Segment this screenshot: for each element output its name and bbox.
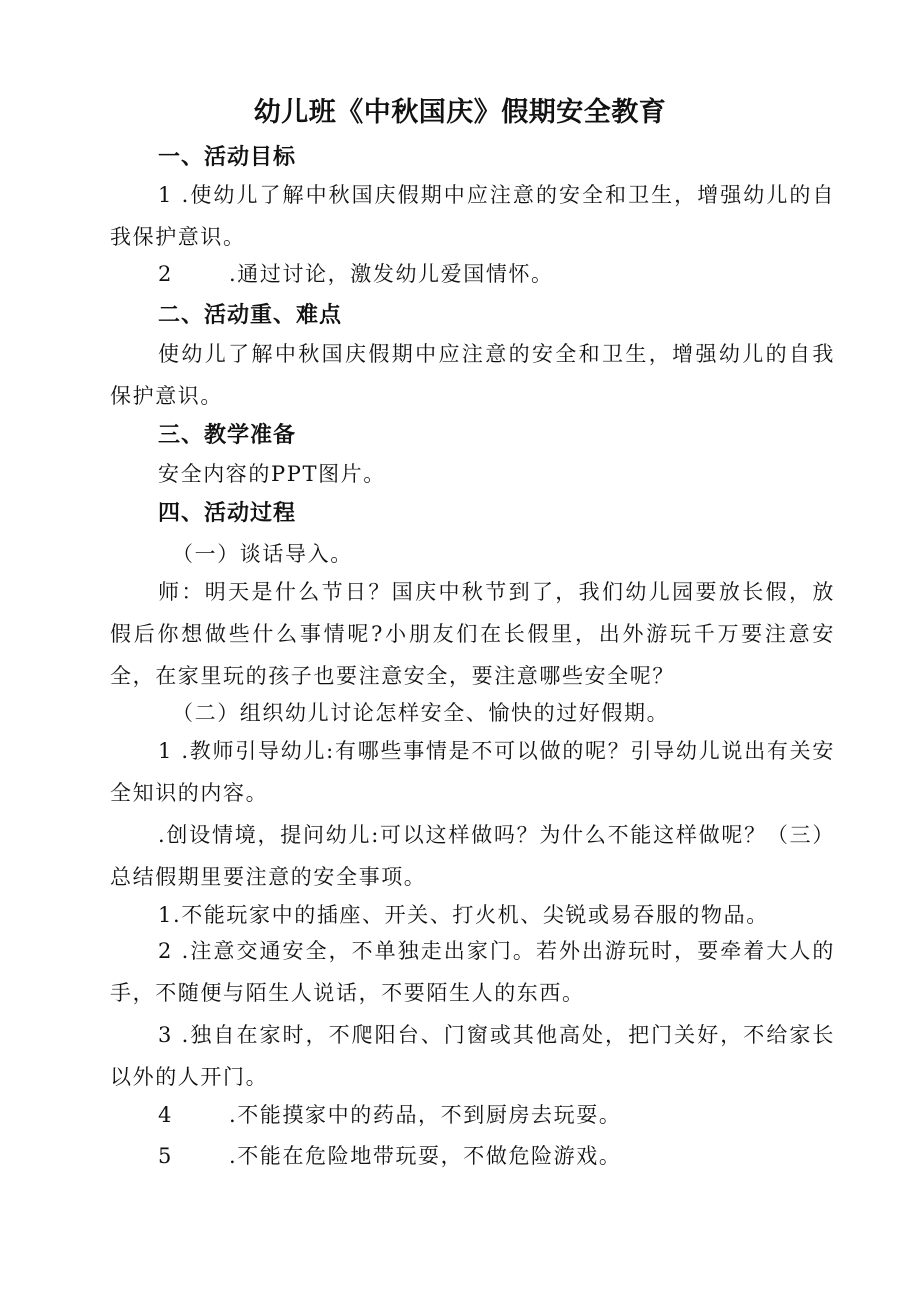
section-heading-process: 四、活动过程 bbox=[158, 501, 297, 526]
safety-item-4-text: .不能摸家中的药品，不到厨房去玩耍。 bbox=[228, 1103, 622, 1127]
goal-item-1: 1 .使幼儿了解中秋国庆假期中应注意的安全和卫生，增强幼儿的自我保护意识。 bbox=[110, 183, 835, 249]
discussion-item-2: .创设情境，提问幼儿:可以这样做吗？为什么不能这样做呢？（三）总结假期里要注意的安全事项。 bbox=[110, 823, 835, 889]
safety-item-4 bbox=[158, 1099, 621, 1129]
safety-item-5-text: .不能在危险地带玩耍，不做危险游戏。 bbox=[228, 1144, 622, 1168]
section-heading-key-points: 二、活动重、难点 bbox=[158, 303, 343, 328]
goal-item-2-text: .通过讨论，激发幼儿爱国情怀。 bbox=[228, 262, 554, 286]
section-heading-preparation: 三、教学准备 bbox=[158, 423, 297, 448]
document-title: 幼儿班《中秋国庆》假期安全教育 bbox=[253, 97, 667, 128]
process-step-2: （二）组织幼儿讨论怎样安全、愉快的过好假期。 bbox=[172, 701, 670, 725]
safety-item-4-number: 4 bbox=[158, 1103, 173, 1127]
section-heading-goals: 一、活动目标 bbox=[158, 145, 297, 170]
process-step-1: （一）谈话导入。 bbox=[172, 542, 353, 566]
safety-item-1: 1.不能玩家中的插座、开关、打火机、尖锐或易吞服的物品。 bbox=[158, 903, 769, 927]
safety-item-5 bbox=[158, 1140, 621, 1170]
goal-item-2 bbox=[158, 258, 554, 288]
discussion-item-1: 1 .教师引导幼儿:有哪些事情是不可以做的呢？引导幼儿说出有关安全知识的内容。 bbox=[110, 739, 835, 805]
safety-item-5-number: 5 bbox=[158, 1144, 173, 1168]
teacher-dialogue: 师：明天是什么节日？国庆中秋节到了，我们幼儿园要放长假，放假后你想做些什么事情呢?小朋友们在长假里，出外游玩千万要注意安全，在家里玩的孩子也要注意安全，要注意哪些安全呢？ bbox=[110, 580, 835, 688]
safety-item-3: 3 .独自在家时，不爬阳台、门窗或其他高处，把门关好，不给家长以外的人开门。 bbox=[110, 1023, 835, 1089]
goal-item-2-number: 2 bbox=[158, 262, 173, 286]
safety-item-2: 2 .注意交通安全，不单独走出家门。若外出游玩时，要牵着大人的手，不随便与陌生人说话，不要陌生人的东西。 bbox=[110, 939, 835, 1005]
key-points-text: 使幼儿了解中秋国庆假期中应注意的安全和卫生，增强幼儿的自我保护意识。 bbox=[110, 342, 835, 408]
preparation-text: 安全内容的PPT图片。 bbox=[158, 462, 386, 486]
